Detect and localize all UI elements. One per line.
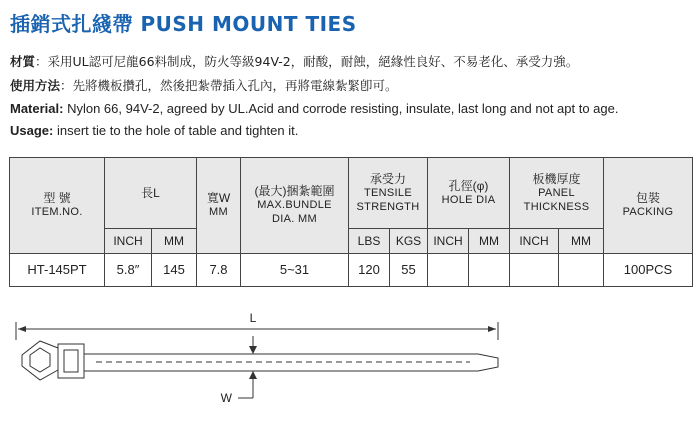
material-en-label: Material: [10, 101, 64, 116]
material-en-line [10, 101, 618, 116]
usage-zh-text: ：先將機板攢孔，然後把紮帶插入孔內，再將電線紮緊卽可。 [60, 78, 398, 93]
header-hole: 孔徑(φ) HOLE DIA [428, 158, 510, 229]
length-arrowhead-right [488, 326, 496, 332]
cell-len-mm: 145 [152, 254, 197, 287]
subheader-panel-inch: INCH [510, 229, 559, 254]
cell-hole-mm [469, 254, 510, 287]
header-length: 長L [105, 158, 197, 229]
subheader-hole-inch: INCH [428, 229, 469, 254]
cable-tie-drawing [0, 300, 700, 443]
page-title: 插銷式扎綫帶 PUSH MOUNT TIES [10, 12, 357, 36]
usage-en-text: insert tie to the hole of table and tighten it. [53, 123, 299, 138]
width-arrowhead-bottom [249, 371, 257, 379]
cell-bundle: 5~31 [241, 254, 349, 287]
header-packing: 包裝 PACKING [604, 158, 693, 254]
material-en-text: Nylon 66, 94V-2, agreed by UL.Acid and corrode resisting, insulate, last long and not apt to age. [63, 101, 619, 116]
header-width: 寬W MM [197, 158, 241, 254]
length-label: L [249, 311, 257, 325]
spec-table [9, 157, 693, 287]
cell-item: HT-145PT [10, 254, 105, 287]
header-panel: 板機厚度 PANEL THICKNESS [510, 158, 604, 229]
cell-lbs: 120 [349, 254, 390, 287]
cell-packing: 100PCS [604, 254, 693, 287]
subheader-kgs: KGS [390, 229, 428, 254]
cell-panel-inch [510, 254, 559, 287]
tie-head-block [58, 344, 84, 378]
cell-panel-mm [559, 254, 604, 287]
header-item: 型 號 ITEM.NO. [10, 158, 105, 254]
header-tensile: 承受力 TENSILE STRENGTH [349, 158, 428, 229]
material-zh-label: 材質 [10, 54, 36, 69]
tie-head-slot [64, 350, 78, 372]
strap-tail [478, 354, 498, 371]
table-header-row [10, 158, 693, 229]
subheader-hole-mm: MM [469, 229, 510, 254]
push-mount-inner [30, 348, 50, 372]
subheader-panel-mm: MM [559, 229, 604, 254]
material-zh-text: ：采用UL認可尼龍66料制成，防火等級94V-2，耐酸，耐蝕，絕緣性良好、不易老化、承受力強。 [35, 54, 579, 69]
length-arrowhead-left [18, 326, 26, 332]
material-zh-line [10, 52, 578, 70]
usage-en-line [10, 123, 298, 138]
width-label: W [220, 391, 232, 405]
cell-hole-inch [428, 254, 469, 287]
push-mount-head [22, 341, 58, 380]
cell-width: 7.8 [197, 254, 241, 287]
subheader-lbs: LBS [349, 229, 390, 254]
cell-kgs: 55 [390, 254, 428, 287]
usage-en-label: Usage: [10, 123, 54, 138]
cell-len-inch: 5.8″ [105, 254, 152, 287]
usage-zh-label: 使用方法 [10, 78, 61, 93]
table-subheader-row [10, 229, 693, 254]
header-bundle: (最大)捆紮範圍 MAX.BUNDLE DIA. MM [241, 158, 349, 254]
usage-zh-line [10, 76, 398, 94]
subheader-len-mm: MM [152, 229, 197, 254]
table-row [10, 254, 693, 287]
width-arrowhead-top [249, 346, 257, 354]
subheader-len-inch: INCH [105, 229, 152, 254]
